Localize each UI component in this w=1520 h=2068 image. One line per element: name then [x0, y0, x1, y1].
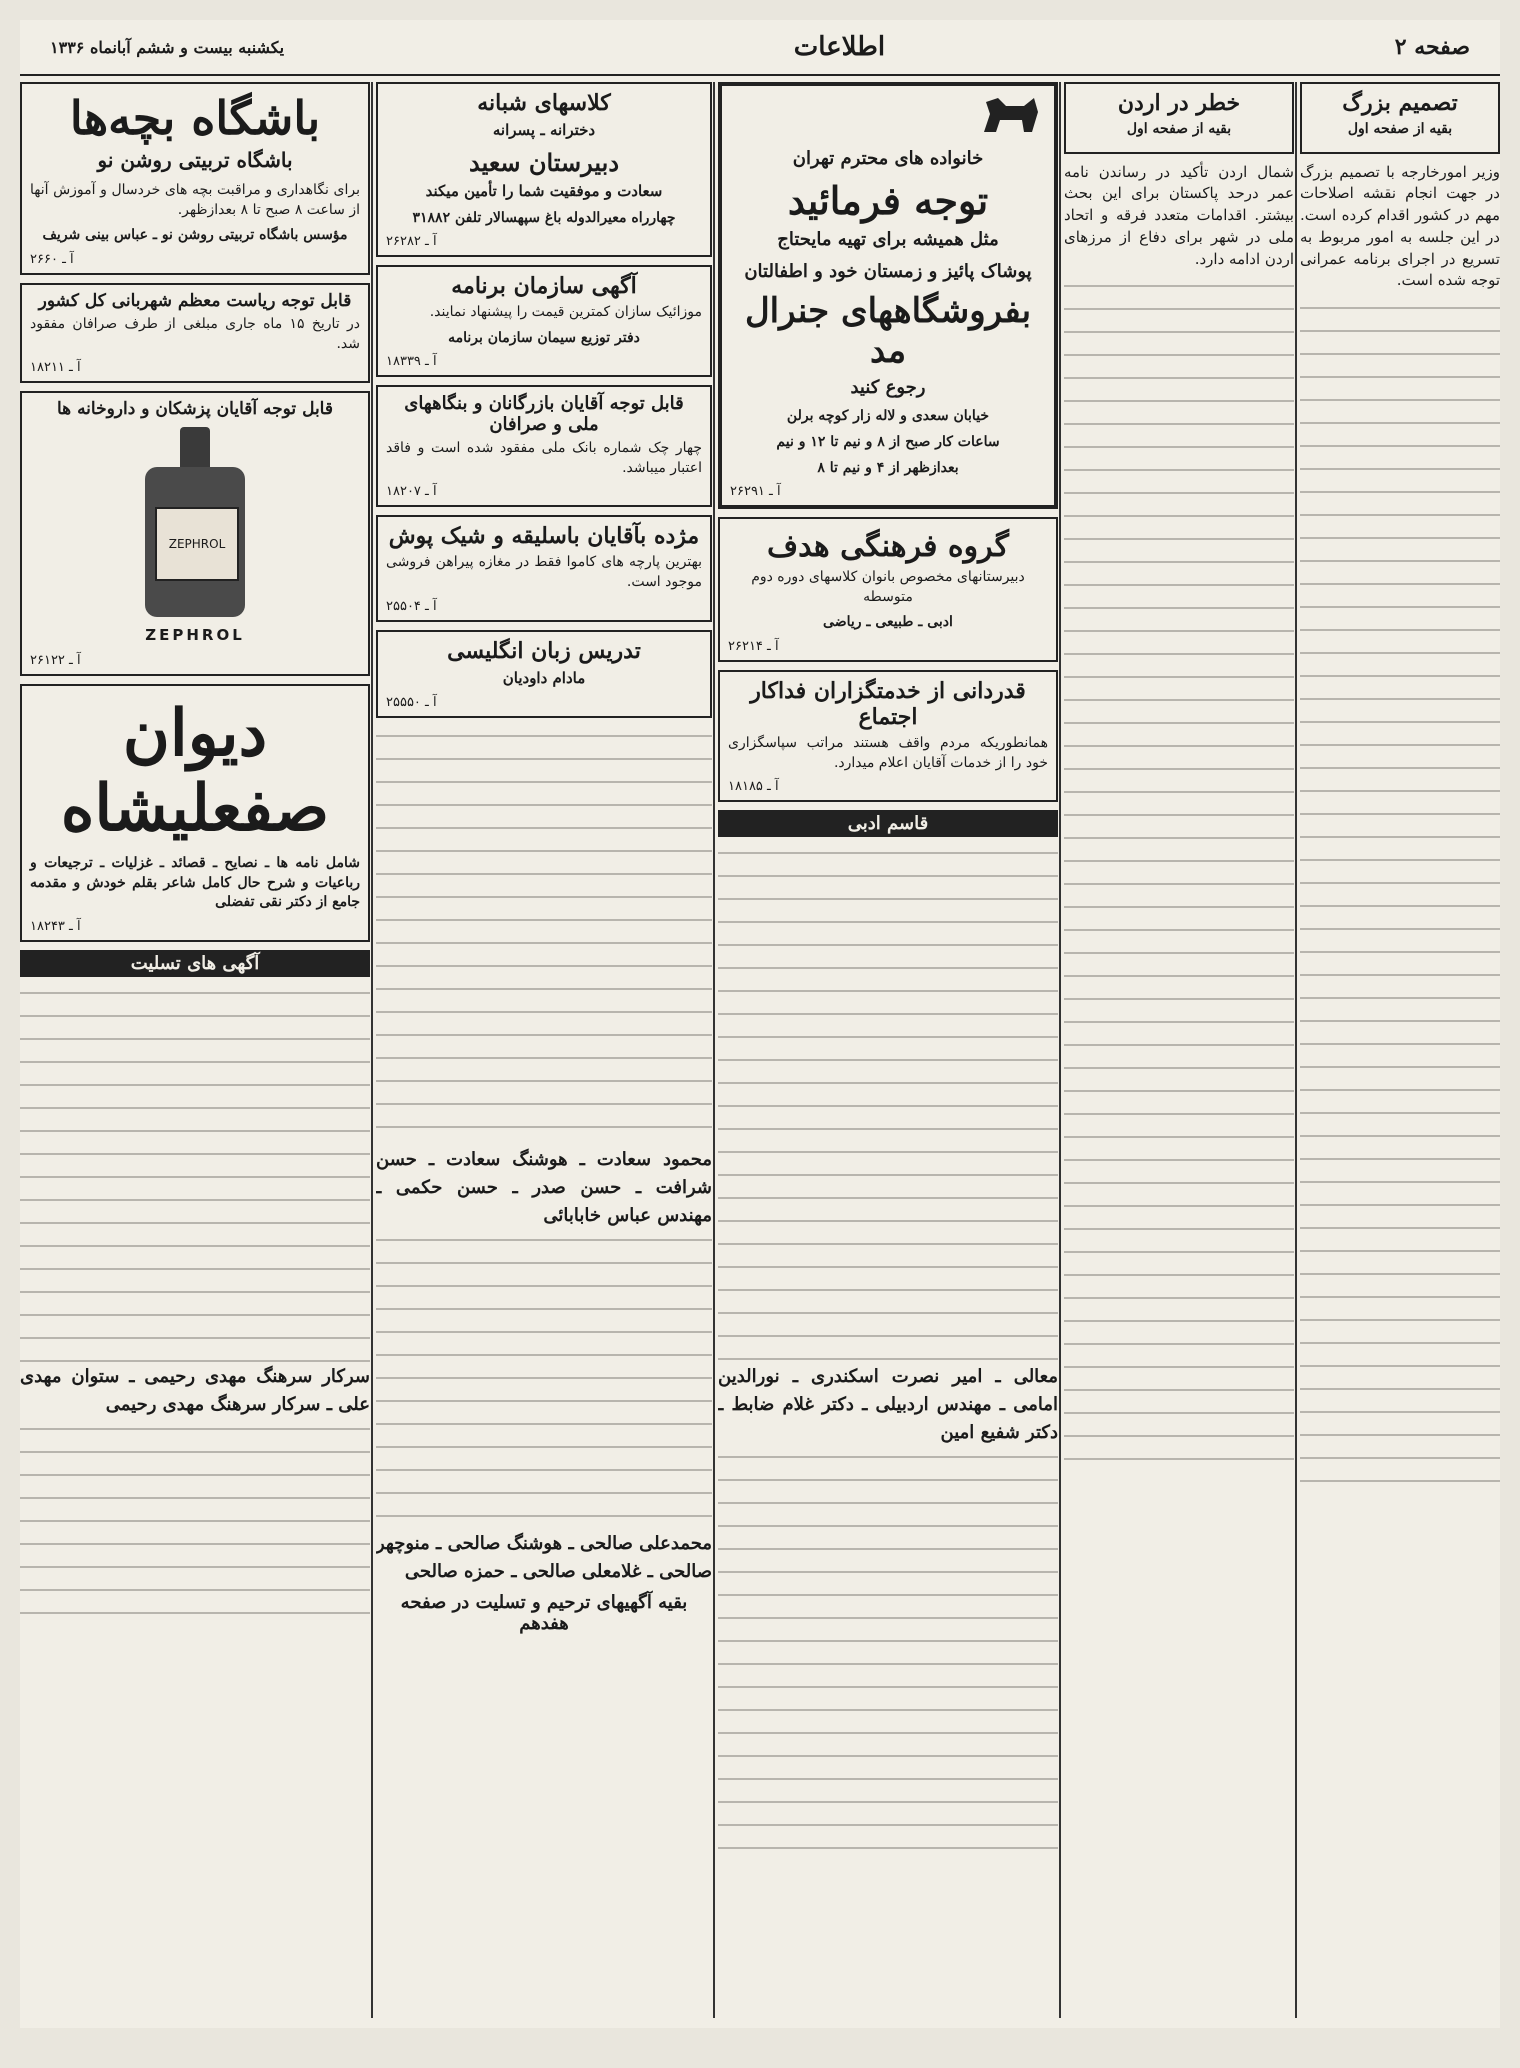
ad-headline: باشگاه بچه‌ها	[69, 91, 321, 145]
ad-headline: دیوان صفعلیشاه	[60, 696, 330, 847]
article-intro: بقیه از صفحه اول	[1126, 121, 1232, 137]
obituary-names: معالی ـ امیر نصرت اسکندری ـ نورالدین امامی ـ مهندس اردبیلی ـ دکتر غلام ضابط ـ دکتر شفیع امین	[718, 1366, 1058, 1443]
ad-divan	[20, 684, 370, 942]
ad-school-name: دبیرستان سعید	[468, 147, 620, 177]
ad-text-block	[376, 1230, 712, 1530]
ad-text-block	[376, 726, 712, 1146]
ad-signature: دفتر توزیع سیمان سازمان برنامه	[448, 329, 640, 346]
ad-title: قدردانی از خدمتگزاران فداکار اجتماع	[750, 677, 1026, 730]
ad-thanks	[718, 670, 1058, 802]
ad-body: شامل نامه ها ـ نصایح ـ قصائد ـ غزلیات ـ ترجیعات و رباعیات و شرح حال کامل شاعر بقلم خودش و مقدمه جامع از دکتر نقی تفضلی	[30, 855, 360, 911]
ad-title: کلاسهای شبانه	[477, 90, 611, 116]
ad-text-block	[718, 1447, 1058, 1867]
ad-code: آ ـ ۲۶۲۹۱	[730, 484, 781, 500]
ad-shick	[376, 515, 712, 621]
ad-body: چهار چک شماره بانک ملی مفقود شده است و فاقد اعتبار میباشد.	[386, 440, 702, 476]
ad-title: قابل توجه آقایان پزشکان و داروخانه ها	[57, 399, 333, 420]
article-text-block	[1064, 276, 1294, 1476]
ad-subtitle: دبیرستانهای مخصوص بانوان کلاسهای دوره دوم متوسطه	[751, 569, 1025, 605]
obituary-header: آگهی های تسلیت	[20, 950, 370, 977]
article-title: خطر در اردن	[1117, 90, 1241, 116]
ad-line: مثل همیشه برای تهیه مایحتاج	[777, 229, 999, 251]
article-intro: بقیه از صفحه اول	[1347, 121, 1453, 137]
ad-hours: بعدازظهر از ۴ و نیم تا ۸	[817, 459, 959, 476]
ad-body: برای نگاهداری و مراقبت بچه های خردسال و آموزش آنها از ساعت ۸ صبح تا ۸ بعدازظهر.	[30, 182, 360, 218]
ad-body: همانطوریکه مردم واقف هستند مراتب سپاسگزاری خود را از خدمات آقایان اعلام میدارد.	[728, 734, 1048, 771]
masthead	[20, 20, 1500, 76]
ad-code: آ ـ ۱۸۲۱۱	[30, 360, 81, 376]
ad-code: آ ـ ۱۸۲۰۷	[386, 484, 437, 500]
column-rule	[1059, 82, 1061, 2018]
ad-tagline: سعادت و موفقیت شما را تأمین میکند	[425, 181, 663, 200]
ad-code: آ ـ ۱۸۲۴۳	[30, 918, 81, 934]
ad-store-name: بفروشگاههای جنرال مد	[744, 291, 1032, 372]
article-title: تصمیم بزرگ	[1342, 90, 1458, 116]
ad-merchants	[376, 385, 712, 507]
page-number: صفحه ۲	[1394, 34, 1470, 60]
ad-title: گروه فرهنگی هدف	[767, 529, 1009, 565]
ad-title: قابل توجه ریاست معظم شهربانی کل کشور	[38, 291, 352, 312]
ad-signature: مؤسس باشگاه تربیتی روشن نو ـ عباس بینی شریف	[42, 227, 348, 244]
medicine-bottle-icon	[135, 427, 255, 617]
ad-body: موزائیک سازان کمترین قیمت را پیشنهاد نمایند.	[429, 304, 702, 321]
ad-subtitle: مادام داودیان	[502, 668, 586, 687]
ad-headline: توجه فرمائید	[787, 178, 989, 224]
ad-code: آ ـ ۲۶۱۲۲	[30, 653, 81, 669]
ad-text-block	[718, 843, 1058, 1363]
obituary-names: محمدعلی صالحی ـ هوشنگ صالحی ـ منوچهر صالحی ـ غلامعلی صالحی ـ حمزه صالحی	[376, 1533, 712, 1582]
column-jordan	[1064, 82, 1294, 2022]
issue-date: یکشنبه بیست و ششم آبانماه ۱۳۳۶	[50, 37, 285, 57]
brand-name: ZEPHROL	[145, 626, 245, 645]
ad-code: آ ـ ۲۵۵۵۰	[386, 695, 437, 711]
ad-title: آگهی سازمان برنامه	[451, 273, 637, 300]
article-body: وزیر امورخارجه با تصمیم بزرگ در جهت انجام نقشه اصلاحات مهم در کشور اقدام کرده است. در این جلسه به امور مربوط به تسریع در اجرای برنامه عمرانی توجه شده است.	[1300, 162, 1500, 290]
obituary-text-block	[20, 1419, 370, 1619]
column-rule	[1295, 82, 1297, 2018]
article-text-block	[1300, 298, 1500, 1498]
ad-evening-classes	[376, 82, 712, 257]
ad-police	[20, 283, 370, 383]
bottle-label: ZEPHROL	[155, 507, 239, 581]
article-body: شمال اردن تأکید در رساندن نامه عمر درحد پاکستان برای این بحث بیشتر. اقدامات متعدد فرقه و اتحاد ملی در شهر برای دفاع از مرزهای اردن ادامه دارد.	[1064, 162, 1294, 268]
ad-address: خیابان سعدی و لاله زار کوچه برلن	[786, 408, 990, 425]
continued-notice: بقیه آگهیهای ترحیم و تسلیت در صفحه هفدهم	[400, 1591, 688, 1634]
ad-hours: ساعات کار صبح از ۸ و نیم تا ۱۲ و نیم	[776, 433, 1000, 450]
column-rule	[371, 82, 373, 2018]
column-left	[20, 82, 370, 2022]
column-ads-mid	[376, 82, 712, 2022]
ad-subtitle: ادبی ـ طبیعی ـ ریاضی	[823, 614, 953, 631]
ad-code: آ ـ ۱۸۳۳۹	[386, 354, 437, 370]
ad-code: آ ـ ۲۶۶۰	[30, 252, 74, 268]
ad-body: در تاریخ ۱۵ ماه جاری مبلغی از طرف صرافان مفقود شد.	[30, 316, 360, 352]
ad-code: آ ـ ۲۶۲۱۴	[728, 638, 779, 654]
ad-body: بهترین پارچه های کاموا فقط در مغازه پیراهن فروشی موجود است.	[386, 554, 702, 591]
ad-code: آ ـ ۱۸۱۸۵	[728, 779, 779, 795]
ad-code: آ ـ ۲۵۵۰۴	[386, 598, 437, 614]
column-ads-center	[718, 82, 1058, 2022]
article-big-decision	[1300, 82, 1500, 154]
ad-subtitle: باشگاه تربیتی روشن نو	[97, 148, 293, 173]
article-jordan	[1064, 82, 1294, 154]
column-big-decision	[1300, 82, 1500, 2022]
column-rule	[713, 82, 715, 2018]
ad-subtitle: دخترانه ـ پسرانه	[492, 121, 596, 139]
ad-code: آ ـ ۲۶۲۸۲	[386, 234, 437, 250]
ad-zephrol	[20, 391, 370, 676]
obituary-names: محمود سعادت ـ هوشنگ سعادت ـ حسن شرافت ـ حسن صدر ـ حسن حکمی ـ مهندس عباس خابابائی	[376, 1149, 712, 1227]
ad-address: چهارراه معیرالدوله باغ سپهسالار تلفن ۳۱۸۸۲	[412, 209, 676, 226]
obituary-text-block	[20, 983, 370, 1363]
lion-logo-icon	[976, 92, 1046, 138]
paper-name: اطلاعات	[793, 32, 886, 62]
ad-title: مژده بآقایان باسلیقه و شیک پوش	[388, 523, 700, 550]
ad-title: تدریس زبان انگلیسی	[447, 637, 641, 664]
ad-line: خانواده های محترم تهران	[792, 148, 984, 169]
ad-general-mode	[718, 82, 1058, 509]
obituary-names: سرکار سرهنگ مهدی رحیمی ـ ستوان مهدی علی ـ سرکار سرهنگ مهدی رحیمی	[20, 1365, 370, 1415]
ad-kids-club	[20, 82, 370, 275]
ad-program-org	[376, 265, 712, 377]
ad-title: قابل توجه آقایان بازرگانان و بنگاههای ملی و صرافان	[404, 393, 684, 436]
ad-line: رجوع کنید	[850, 377, 926, 399]
ad-line: پوشاک پائیز و زمستان خود و اطفالتان	[744, 261, 1032, 283]
ad-hadaf	[718, 517, 1058, 662]
newspaper-page	[20, 20, 1500, 2028]
ad-english	[376, 630, 712, 719]
ad-name-bar: قاسم ادبی	[718, 810, 1058, 837]
